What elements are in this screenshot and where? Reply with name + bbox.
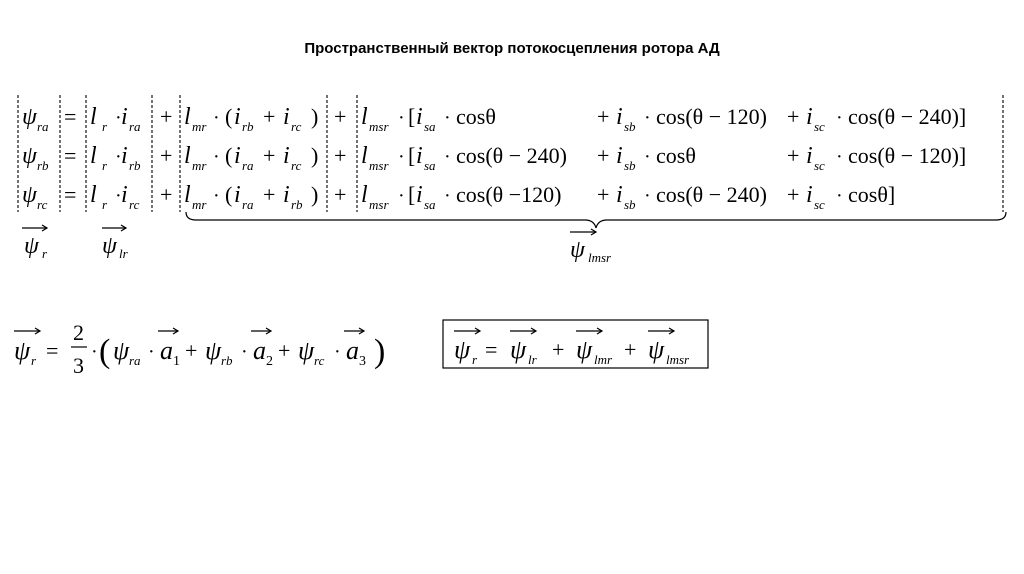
svg-text:3: 3 — [359, 354, 366, 369]
svg-text:i: i — [283, 104, 290, 130]
svg-text:r: r — [102, 158, 108, 173]
svg-text:i: i — [616, 143, 623, 169]
svg-text:·: · — [241, 341, 248, 363]
svg-text:ψ: ψ — [510, 335, 527, 364]
matrix-row-ra — [22, 104, 966, 134]
svg-text:lr: lr — [119, 246, 128, 261]
svg-text:·: · — [644, 185, 651, 207]
svg-text:r: r — [472, 352, 478, 367]
svg-text:i: i — [416, 143, 423, 169]
rotor-flux-sum-equation — [443, 320, 708, 368]
svg-text:+: + — [624, 337, 637, 362]
svg-text:=: = — [64, 104, 77, 129]
matrix-row-rb — [22, 143, 966, 173]
svg-text:i: i — [806, 143, 813, 169]
svg-text:a: a — [346, 336, 359, 365]
svg-text:): ) — [311, 143, 319, 168]
svg-text:i: i — [283, 143, 290, 169]
svg-text:+: + — [334, 182, 347, 207]
svg-text:cos(θ −120): cos(θ −120) — [456, 182, 562, 207]
svg-text:cos(θ − 240): cos(θ − 240) — [456, 143, 567, 168]
svg-text:i: i — [806, 182, 813, 208]
svg-text:l: l — [361, 143, 368, 169]
svg-text:+: + — [552, 337, 565, 362]
underbrace — [186, 212, 1006, 228]
svg-text:=: = — [64, 182, 77, 207]
svg-text:+: + — [334, 104, 347, 129]
svg-text:·: · — [836, 185, 843, 207]
svg-text:ψ: ψ — [102, 233, 117, 259]
lhs-psi: ψ — [22, 104, 37, 130]
svg-text:·: · — [213, 107, 220, 129]
svg-text:): ) — [374, 333, 386, 370]
svg-text:·: · — [398, 146, 405, 168]
svg-text:): ) — [311, 182, 319, 207]
svg-text:ψ: ψ — [454, 335, 471, 364]
svg-text:cosθ: cosθ — [456, 104, 496, 129]
svg-text:·: · — [115, 146, 122, 168]
svg-text:cos(θ − 240)]: cos(θ − 240)] — [848, 104, 967, 129]
svg-text:cosθ: cosθ — [656, 143, 696, 168]
svg-text:(: ( — [99, 333, 111, 370]
svg-text:i: i — [416, 182, 423, 208]
svg-text:=: = — [485, 337, 498, 362]
svg-text:lr: lr — [528, 352, 537, 367]
svg-text:cos(θ − 240): cos(θ − 240) — [656, 182, 767, 207]
svg-text:l: l — [90, 182, 97, 208]
vector-label-psi-lmsr — [570, 229, 612, 265]
svg-text:ra: ra — [129, 353, 141, 368]
svg-text:[: [ — [408, 182, 416, 207]
svg-text:msr: msr — [369, 197, 389, 212]
matrix-row-rc — [22, 182, 895, 212]
svg-text:l: l — [90, 104, 97, 130]
flux-linkage-matrix-equation — [18, 95, 1006, 265]
svg-text:·: · — [148, 341, 155, 363]
svg-text:·: · — [444, 107, 451, 129]
svg-text:i: i — [234, 143, 241, 169]
svg-text:=: = — [64, 143, 77, 168]
svg-text:rb: rb — [221, 353, 233, 368]
svg-text:+: + — [278, 338, 291, 363]
svg-text:sb: sb — [624, 197, 636, 212]
svg-text:mr: mr — [192, 119, 207, 134]
svg-text:ψ: ψ — [576, 335, 593, 364]
svg-text:ψ: ψ — [205, 336, 222, 365]
svg-text:2: 2 — [266, 354, 273, 369]
svg-text:a: a — [160, 336, 173, 365]
svg-text:rc: rc — [37, 197, 48, 212]
svg-text:·: · — [334, 341, 341, 363]
svg-text:ψ: ψ — [22, 143, 37, 169]
svg-text:+: + — [263, 104, 276, 129]
svg-text:+: + — [597, 143, 610, 168]
svg-text:l: l — [361, 104, 368, 130]
svg-text:+: + — [185, 338, 198, 363]
slide-title: Пространственный вектор потокосцепления ротора АД — [304, 40, 720, 57]
svg-text:i: i — [234, 182, 241, 208]
svg-text:+: + — [263, 143, 276, 168]
svg-text:rc: rc — [129, 197, 140, 212]
svg-text:+: + — [160, 143, 173, 168]
vector-label-psi-lr — [102, 225, 129, 261]
svg-text:[: [ — [408, 104, 416, 129]
svg-text:+: + — [263, 182, 276, 207]
svg-text:(: ( — [225, 143, 233, 168]
svg-text:r: r — [31, 353, 37, 368]
svg-text:·: · — [644, 146, 651, 168]
svg-text:(: ( — [225, 104, 233, 129]
vector-label-psi-r — [22, 225, 48, 261]
svg-text:+: + — [787, 143, 800, 168]
svg-text:ψ: ψ — [24, 233, 39, 259]
svg-text:r: r — [102, 119, 108, 134]
svg-text:·: · — [836, 146, 843, 168]
svg-text:(: ( — [225, 182, 233, 207]
svg-text:l: l — [184, 104, 191, 130]
svg-text:sc: sc — [814, 197, 825, 212]
lhs-sub: ra — [37, 119, 49, 134]
svg-text:·: · — [836, 107, 843, 129]
svg-text:i: i — [283, 182, 290, 208]
svg-text:rc: rc — [291, 119, 302, 134]
svg-text:·: · — [444, 185, 451, 207]
svg-text:sc: sc — [814, 158, 825, 173]
svg-text:): ) — [311, 104, 319, 129]
svg-text:sc: sc — [814, 119, 825, 134]
svg-text:i: i — [121, 104, 128, 130]
svg-text:ψ: ψ — [648, 335, 665, 364]
svg-text:·: · — [115, 185, 122, 207]
svg-text:ra: ra — [242, 158, 254, 173]
svg-text:rc: rc — [314, 353, 325, 368]
svg-text:i: i — [416, 104, 423, 130]
svg-text:i: i — [806, 104, 813, 130]
svg-text:rb: rb — [242, 119, 254, 134]
svg-text:i: i — [616, 104, 623, 130]
svg-text:ψ: ψ — [570, 237, 585, 263]
svg-text:·: · — [644, 107, 651, 129]
svg-text:+: + — [597, 104, 610, 129]
svg-text:ψ: ψ — [22, 182, 37, 208]
svg-text:cosθ]: cosθ] — [848, 182, 896, 207]
fraction-denominator: 3 — [73, 353, 84, 378]
svg-text:ψ: ψ — [113, 336, 130, 365]
svg-text:r: r — [42, 246, 48, 261]
svg-text:msr: msr — [369, 119, 389, 134]
svg-text:+: + — [160, 104, 173, 129]
svg-text:ψ: ψ — [298, 336, 315, 365]
svg-text:lmsr: lmsr — [666, 352, 690, 367]
svg-text:sb: sb — [624, 119, 636, 134]
svg-text:rb: rb — [37, 158, 49, 173]
svg-text:l: l — [90, 143, 97, 169]
svg-text:·: · — [213, 185, 220, 207]
svg-text:mr: mr — [192, 197, 207, 212]
svg-text:mr: mr — [192, 158, 207, 173]
svg-text:i: i — [616, 182, 623, 208]
svg-text:+: + — [334, 143, 347, 168]
svg-text:[: [ — [408, 143, 416, 168]
svg-text:1: 1 — [173, 354, 180, 369]
svg-text:·: · — [213, 146, 220, 168]
svg-text:ψ: ψ — [14, 336, 31, 365]
svg-text:rb: rb — [129, 158, 141, 173]
svg-text:l: l — [184, 182, 191, 208]
svg-text:lmsr: lmsr — [588, 250, 612, 265]
svg-text:a: a — [253, 336, 266, 365]
svg-text:i: i — [121, 143, 128, 169]
svg-text:sa: sa — [424, 158, 436, 173]
svg-text:rc: rc — [291, 158, 302, 173]
svg-text:i: i — [234, 104, 241, 130]
svg-text:·: · — [91, 341, 98, 363]
svg-text:i: i — [121, 182, 128, 208]
svg-text:l: l — [184, 143, 191, 169]
svg-text:·: · — [398, 107, 405, 129]
svg-text:=: = — [46, 338, 59, 363]
svg-text:l: l — [361, 182, 368, 208]
space-vector-definition-equation — [14, 320, 385, 378]
svg-text:sa: sa — [424, 119, 436, 134]
svg-text:cos(θ − 120): cos(θ − 120) — [656, 104, 767, 129]
svg-text:·: · — [398, 185, 405, 207]
svg-text:ra: ra — [129, 119, 141, 134]
svg-text:·: · — [444, 146, 451, 168]
svg-text:+: + — [787, 104, 800, 129]
svg-text:·: · — [115, 107, 122, 129]
fraction-numerator: 2 — [73, 320, 84, 345]
svg-text:lmr: lmr — [594, 352, 613, 367]
svg-text:r: r — [102, 197, 108, 212]
svg-text:cos(θ − 120)]: cos(θ − 120)] — [848, 143, 967, 168]
svg-text:msr: msr — [369, 158, 389, 173]
svg-text:sb: sb — [624, 158, 636, 173]
svg-text:+: + — [597, 182, 610, 207]
svg-text:ra: ra — [242, 197, 254, 212]
svg-text:sa: sa — [424, 197, 436, 212]
svg-text:rb: rb — [291, 197, 303, 212]
svg-text:+: + — [160, 182, 173, 207]
svg-text:+: + — [787, 182, 800, 207]
